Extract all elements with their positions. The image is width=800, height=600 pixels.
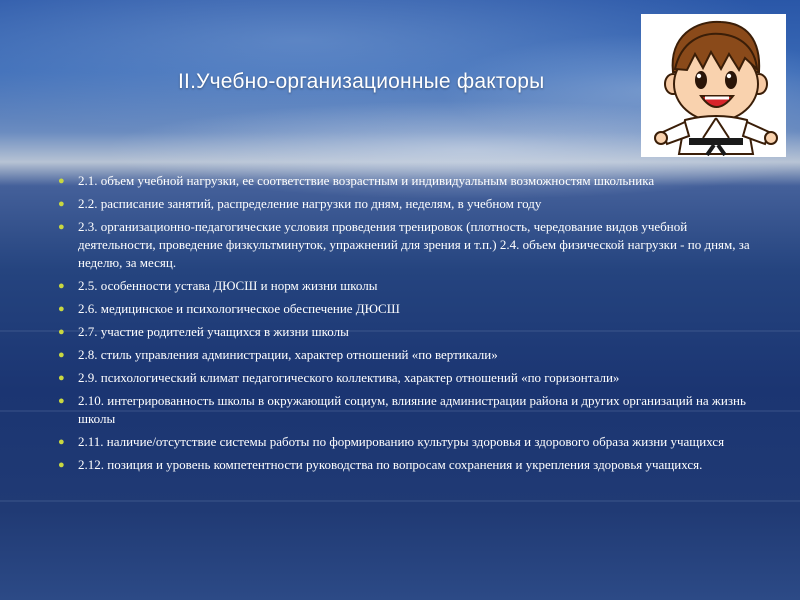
list-item <box>58 195 764 213</box>
list-item-text: 2.10. интегрированность школы в окружающий социум, влияние администрации района и других организаций на жизнь школы <box>78 393 746 426</box>
bullet-icon: ● <box>58 221 65 233</box>
list-item-text: 2.7. участие родителей учащихся в жизни школы <box>78 324 349 339</box>
bullet-icon: ● <box>58 175 65 187</box>
list-item-text: 2.9. психологический климат педагогического коллектива, характер отношений «по горизонтали» <box>78 370 620 385</box>
list-item <box>58 323 764 341</box>
list-item <box>58 218 764 272</box>
karate-boy-icon <box>641 14 786 157</box>
bullet-icon: ● <box>58 280 65 292</box>
list-item-text: 2.3. организационно-педагогические условия проведения тренировок (плотность, чередование видов учебной деятельности, проведение физкультминуток, упражнений для зрения и т.п.) 2.4. объем физической нагрузки - по дням, за неделю, за месяц. <box>78 219 750 270</box>
bullet-icon: ● <box>58 459 65 471</box>
bullet-icon: ● <box>58 303 65 315</box>
bullet-icon: ● <box>58 436 65 448</box>
bullet-icon: ● <box>58 372 65 384</box>
sea-wave <box>0 500 800 502</box>
bullet-icon: ● <box>58 349 65 361</box>
list-item-text: 2.5. особенности устава ДЮСШ и норм жизни школы <box>78 278 378 293</box>
list-item-text: 2.1. объем учебной нагрузки, ее соответствие возрастным и индивидуальным возможностям школьника <box>78 173 655 188</box>
karate-boy-picture <box>641 14 786 157</box>
list-item-text: 2.12. позиция и уровень компетентности руководства по вопросам сохранения и укрепления здоровья учащихся. <box>78 457 703 472</box>
bullet-icon: ● <box>58 198 65 210</box>
bullet-icon: ● <box>58 395 65 407</box>
list-item-text: 2.8. стиль управления администрации, характер отношений «по вертикали» <box>78 347 498 362</box>
bullet-icon: ● <box>58 326 65 338</box>
list-item-text: 2.6. медицинское и психологическое обеспечение ДЮСШ <box>78 301 400 316</box>
factors-list <box>58 172 764 479</box>
list-item <box>58 346 764 364</box>
list-item <box>58 172 764 190</box>
list-item <box>58 456 764 474</box>
slide-title: II.Учебно-организационные факторы <box>178 70 545 93</box>
list-item <box>58 277 764 295</box>
list-item <box>58 369 764 387</box>
list-item <box>58 300 764 318</box>
list-item-text: 2.2. расписание занятий, распределение нагрузки по дням, неделям, в учебном году <box>78 196 542 211</box>
list-item <box>58 433 764 451</box>
list-item-text: 2.11. наличие/отсутствие системы работы по формированию культуры здоровья и здорового образа жизни учащихся <box>78 434 725 449</box>
list-item <box>58 392 764 428</box>
